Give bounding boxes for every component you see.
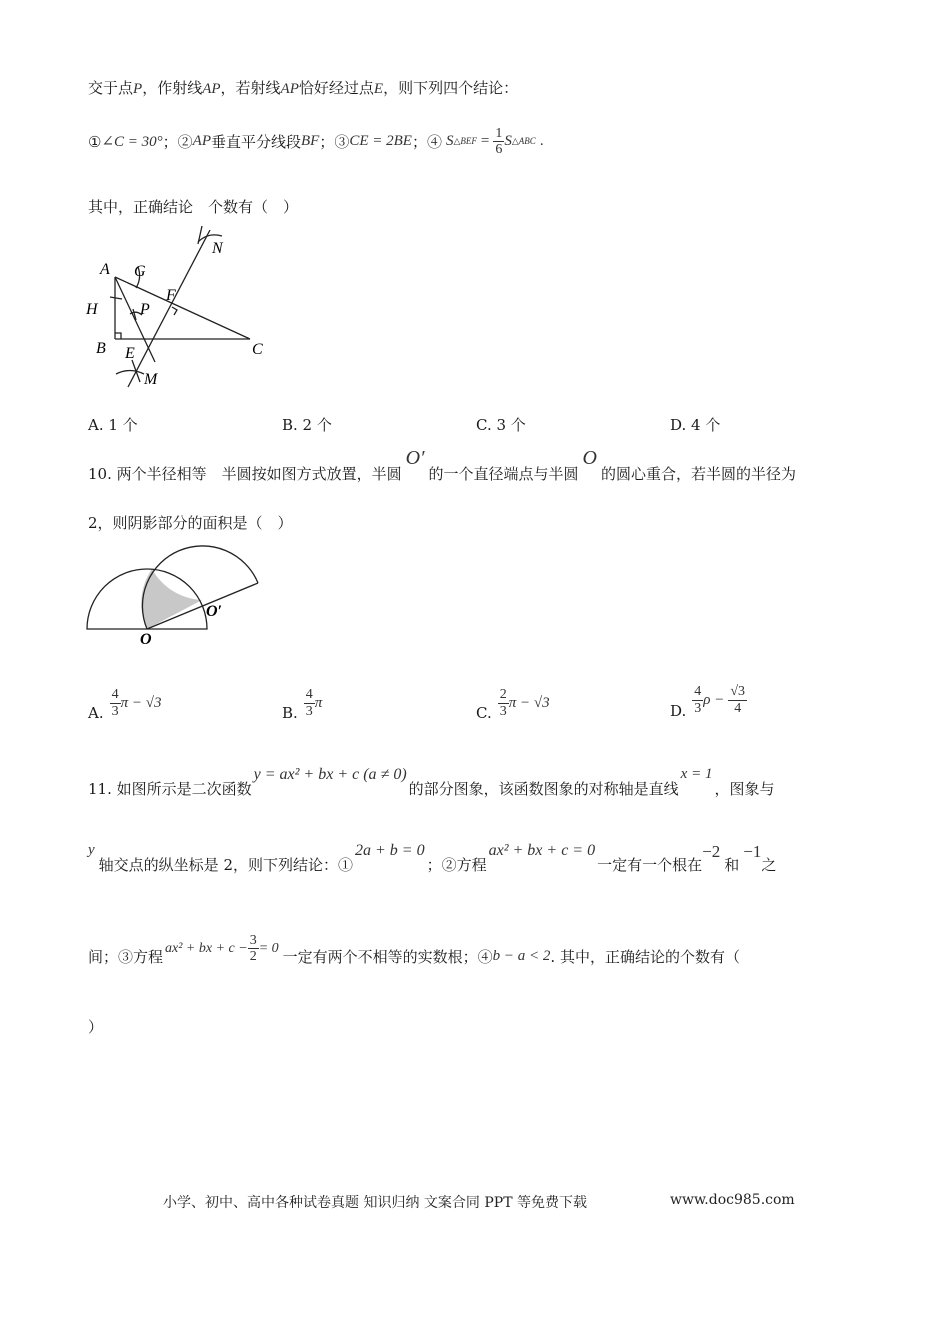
q10-option-c[interactable]: C. $\frac{2}{3}$ π − √3 <box>476 687 550 722</box>
q11-line1: 11. 如图所示是二次函数 y = ax² + bx + c (a ≠ 0) 的部分图象，该函数图象的对称轴是直线 x = 1 ，图象与 <box>88 766 775 798</box>
q10-line1: 10. 两个半径相等 半圆按如图方式放置，半圆 O′ 的一个直径端点与半圆 O 的圆心重合，若半圆的半径为 <box>88 447 796 483</box>
ray-ap <box>115 277 155 362</box>
label-m: M <box>144 371 158 388</box>
q9-option-b[interactable]: B. 2 个 <box>282 416 332 434</box>
footer-url[interactable]: www.doc985.com <box>670 1192 795 1208</box>
q9-option-a[interactable]: A. 1 个 <box>88 416 138 434</box>
label-e: E <box>125 345 135 362</box>
label-p: P <box>140 301 150 318</box>
label-n: N <box>212 240 223 257</box>
q11-line4: ） <box>88 1018 104 1036</box>
q11-line2: y 轴交点的纵坐标是 2，则下列结论：① 2a + b = 0 ；②方程 ax² + bx + c = 0 一定有一个根在 −2 和 −1 之 <box>88 842 777 874</box>
label-o-prime: O′ <box>206 603 223 620</box>
label-a: A <box>100 261 110 278</box>
q9-question: 其中，正确结论 个数有（ ） <box>88 198 299 216</box>
q10-line2: 2，则阴影部分的面积是（ ） <box>88 514 293 532</box>
label-b: B <box>96 340 106 357</box>
fraction-one-sixth: $\frac{1}{6}$ <box>495 126 503 158</box>
q9-line1: 交于点P，作射线AP，若射线AP恰好经过点E，则下列四个结论： <box>88 79 519 97</box>
q9-option-c[interactable]: C. 3 个 <box>476 416 526 434</box>
q9-conclusions: ① ∠C = 30° ；② AP 垂直平分线段 BF ；③ CE = 2BE ；④ S △BEF = $\frac{1}{6}$ S △ABC . <box>88 126 544 158</box>
label-f: F <box>166 287 176 304</box>
label-h: H <box>86 301 98 318</box>
q10-option-b[interactable]: B. $\frac{4}{3}$ π <box>282 687 323 722</box>
q10-option-d[interactable]: D. $\frac{4}{3}$ ρ − $\frac{√3}{4}$ <box>670 684 746 720</box>
q11-line3: 间；③方程 ax² + bx + c − $\frac{3}{2}$ = 0 一定有两个不相等的实数根；④ b − a < 2 . 其中，正确结论的个数有（ <box>88 932 740 966</box>
q10-option-a[interactable]: A. $\frac{4}{3}$ π − √3 <box>88 687 162 722</box>
label-g: G <box>134 263 146 280</box>
label-c: C <box>252 341 263 358</box>
q9-option-d[interactable]: D. 4 个 <box>670 416 721 434</box>
q9-triangle-figure <box>80 222 280 392</box>
label-o: O <box>140 631 152 648</box>
q10-semicircle-figure <box>80 536 270 648</box>
side-ac <box>115 277 250 339</box>
shaded-region <box>141 569 202 629</box>
footer-text: 小学、初中、高中各种试卷真题 知识归纳 文案合同 PPT 等免费下载 <box>163 1195 587 1211</box>
